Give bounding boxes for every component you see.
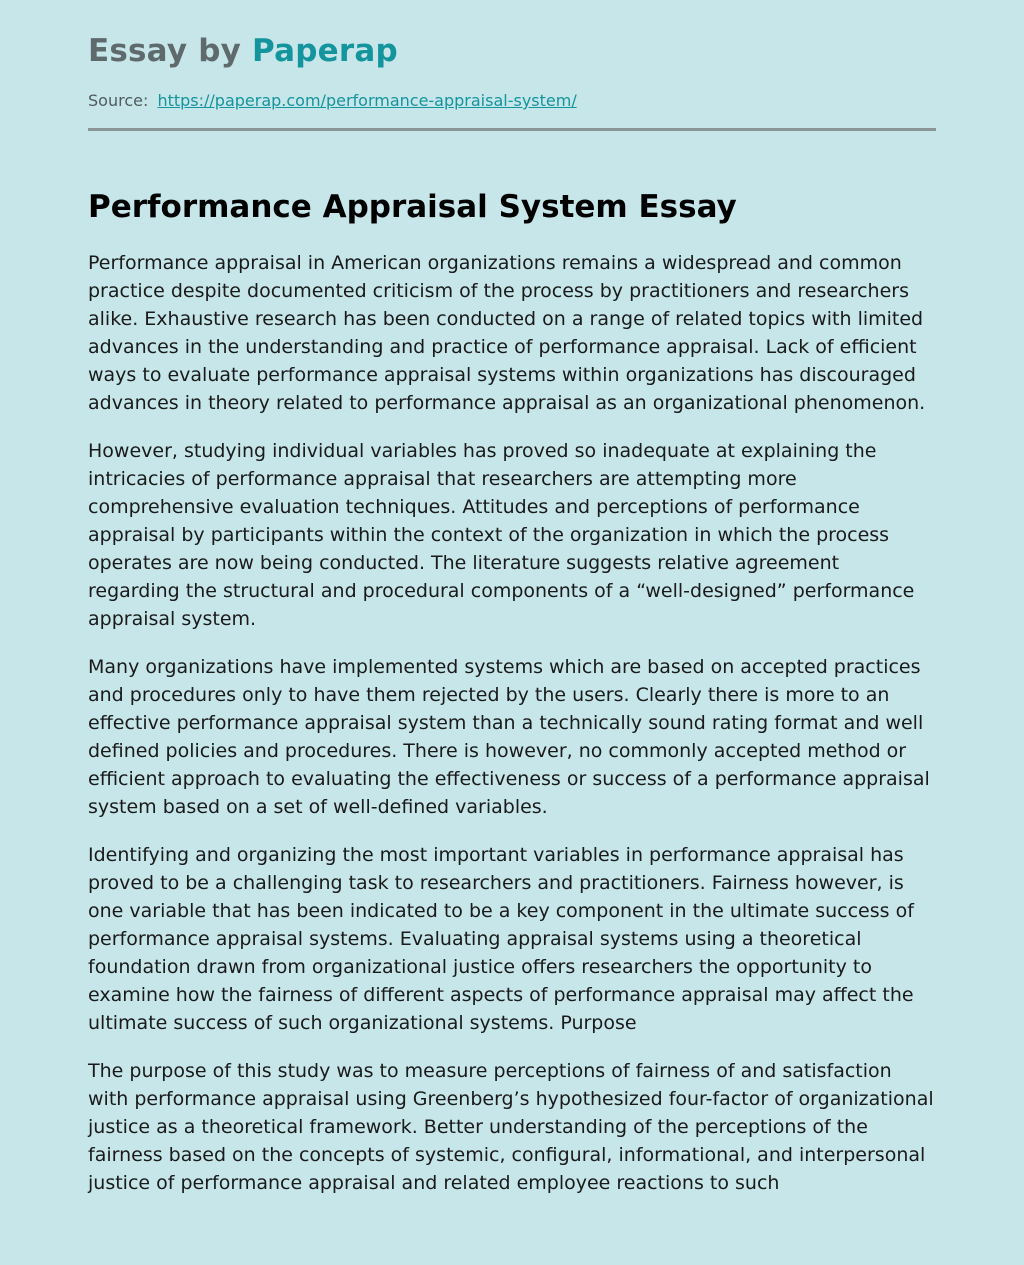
essay-paragraph-4: Identifying and organizing the most important variables in performance appraisal has proved to be a challenging task to researchers and practitioners. Fairness however, is one variable that has been indicated to be a key component in the ultimate success of performance appraisal systems. Evaluating appraisal systems using a theoretical foundation drawn from organizational justice offers researchers the opportunity to examine how the fairness of different aspects of performance appraisal may affect the ultimate success of such organizational systems. Purpose — [88, 844, 914, 1034]
source-line — [88, 91, 936, 111]
source-link[interactable]: https://paperap.com/performance-appraisal-system/ — [157, 91, 577, 110]
brand-name: Paperap — [252, 33, 398, 69]
essay-paragraph-1: Performance appraisal in American organizations remains a widespread and common practice despite documented criticism of the process by practitioners and researchers alike. Exhaustive research has been conducted on a range of related topics with limited advances in the understanding and practice of performance appraisal. Lack of efficient ways to evaluate performance appraisal systems within organizations has discouraged advances in theory related to performance appraisal as an organizational phenomenon. — [88, 252, 926, 414]
header-divider — [88, 128, 936, 131]
source-label: Source: — [88, 91, 149, 110]
essay-paragraph-2: However, studying individual variables has proved so inadequate at explaining the intricacies of performance appraisal that researchers are attempting more comprehensive evaluation techniques. Attitudes and perceptions of performance appraisal by participants within the context of the organization in which the process operates are now being conducted. The literature suggests relative agreement regarding the structural and procedural components of a “well-designed” performance appraisal system. — [88, 440, 915, 630]
essay-title: Performance Appraisal System Essay — [88, 189, 737, 225]
essay-body — [88, 249, 936, 1197]
brand-prefix: Essay by — [88, 33, 253, 69]
essay-paragraph-5: The purpose of this study was to measure perceptions of fairness of and satisfaction with performance appraisal using Greenberg’s hypothesized four-factor of organizational justice as a theoretical framework. Better understanding of the perceptions of the fairness based on the concepts of systemic, configural, informational, and interpersonal justice of performance appraisal and related employee reactions to such — [88, 1060, 934, 1194]
essay-paragraph-3: Many organizations have implemented systems which are based on accepted practices and procedures only to have them rejected by the users. Clearly there is more to an effective performance appraisal system than a technically sound rating format and well defined policies and procedures. There is however, no commonly accepted method or efficient approach to evaluating the effectiveness or success of a performance appraisal system based on a set of well-defined variables. — [88, 656, 930, 818]
site-brand — [88, 34, 936, 68]
